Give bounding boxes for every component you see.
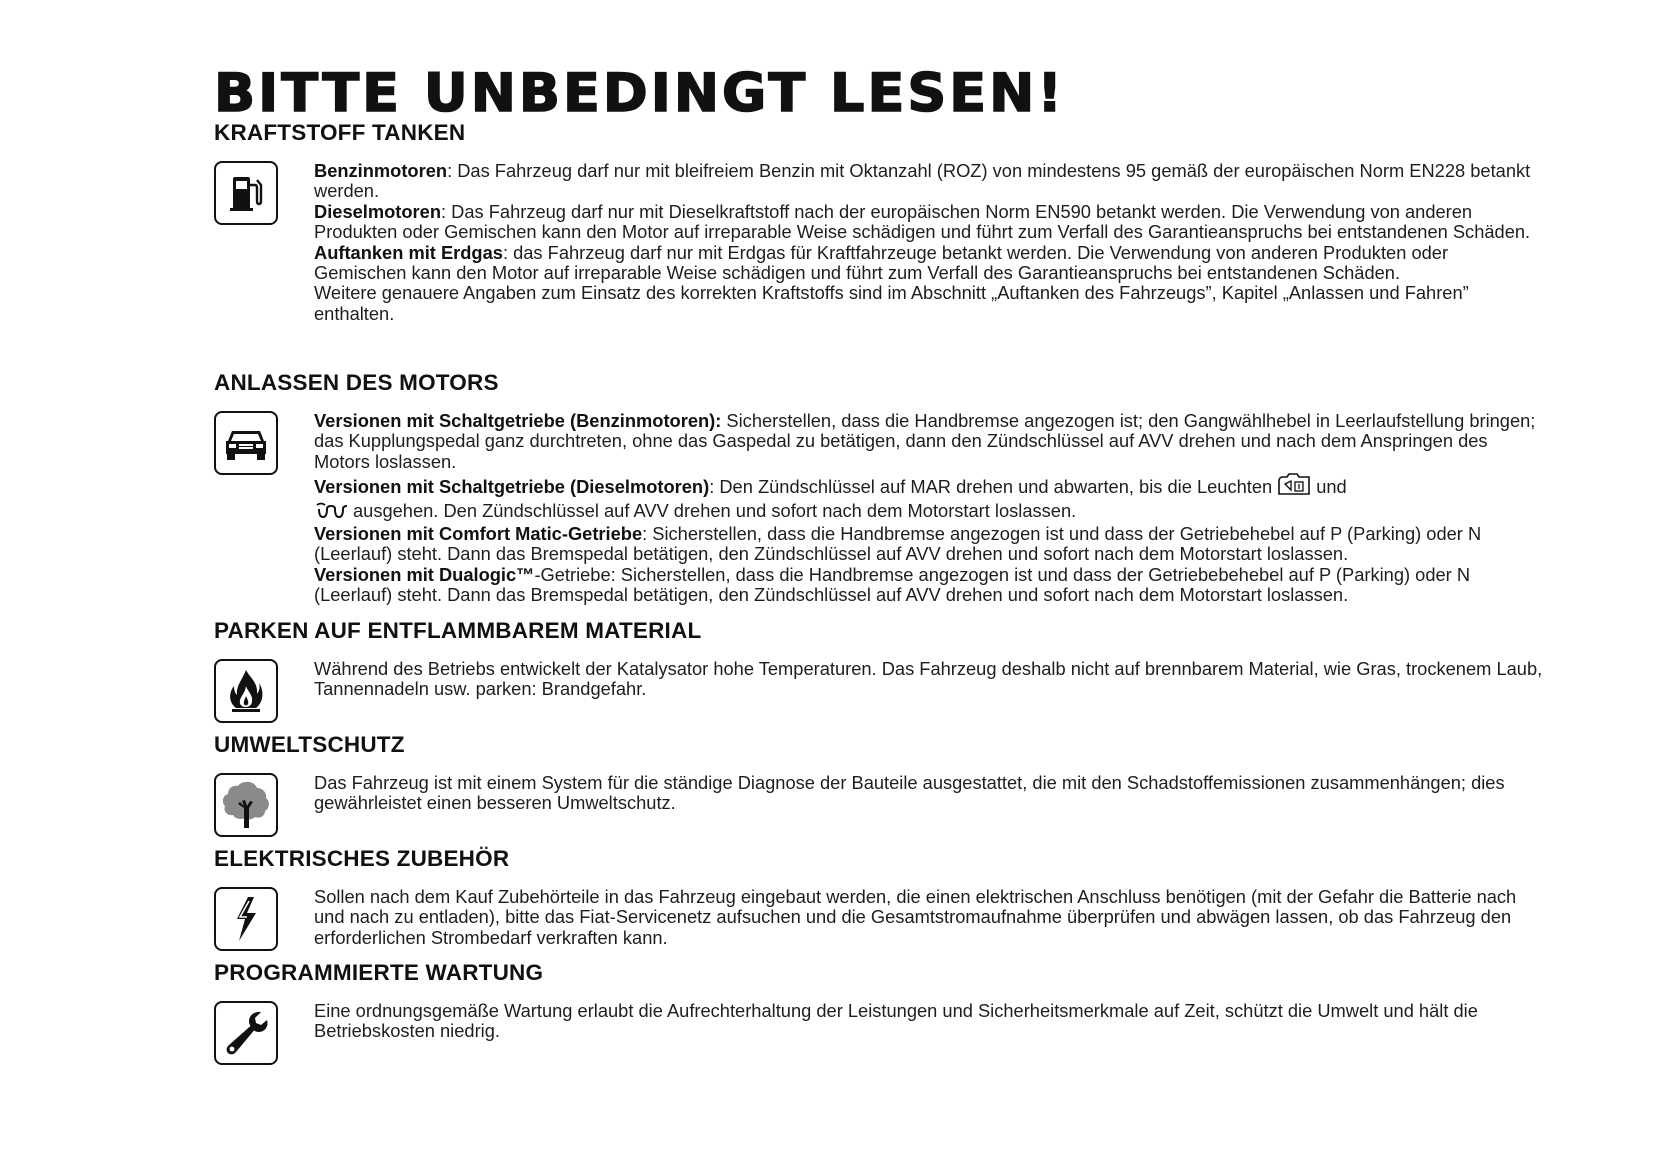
section-fuel <box>214 120 1544 324</box>
section-maintenance <box>214 960 1544 1042</box>
paragraph-diesel: Dieselmotoren: Das Fahrzeug darf nur mit Dieselkraftstoff nach der europäischen Norm EN590 betankt werden. Die Verwendung von anderen Produkten oder Gemischen kann den Motor auf irreparable Weise schädigen und führt zum Verfall des Garantieanspruchs bei entstandenen Schäden. <box>314 200 1531 243</box>
page <box>214 62 1544 1042</box>
paragraph: Sollen nach dem Kauf Zubehörteile in das Fahrzeug eingebaut werden, die einen elektrischen Anschluss benötigen (mit der Gefahr die Batterie nach und nach zu entladen), bitte das Fiat-Servicenetz aufsuchen und die Gesamtstromaufnahme überprüfen und abwägen lassen, ob das Fahrzeug den erforderlichen Strombedarf verkraften kann. <box>314 886 1517 948</box>
section-text <box>314 887 1544 948</box>
section-electrical <box>214 846 1544 948</box>
page-title: BITTE UNBEDINGT LESEN! <box>214 62 1065 124</box>
paragraph-comfort-matic: Versionen mit Comfort Matic-Getriebe: Sicherstellen, dass die Handbremse angezogen ist und dass der Getriebehebel auf P (Parking) oder N (Leerlauf) steht. Dann das Bremspedal betätigen, den Zündschlüssel auf AVV drehen und sofort nach dem Motorstart loslassen. <box>314 523 1482 565</box>
section-text <box>314 411 1544 606</box>
car-front-icon <box>214 411 278 475</box>
section-heading: UMWELTSCHUTZ <box>214 732 405 757</box>
section-parking <box>214 618 1544 700</box>
section-heading: PROGRAMMIERTE WARTUNG <box>214 960 544 985</box>
paragraph-erdgas: Auftanken mit Erdgas: das Fahrzeug darf nur mit Erdgas für Kraftfahrzeuge betankt werden. Die Verwendung von anderen Produkten oder Gemischen kann den Motor auf irreparable Weise schädigen und führt zum Verfall des Garantieanspruchs bei entstandenen Schäden. <box>314 241 1449 284</box>
wrench-icon <box>214 1001 278 1065</box>
glow-plug-icon <box>314 502 350 524</box>
section-text <box>314 773 1544 814</box>
section-heading: ELEKTRISCHES ZUBEHÖR <box>214 846 510 871</box>
paragraph-hinweis: Weitere genauere Angaben zum Einsatz des korrekten Kraftstoffs sind im Abschnitt „Auftanken des Fahrzeugs”, Kapitel „Anlassen und Fahren” enthalten. <box>314 282 1469 324</box>
paragraph: Das Fahrzeug ist mit einem System für die ständige Diagnose der Bauteile ausgestattet, die mit den Schadstoffemissionen zusammenhängen; dies gewährleistet einen besseren Umweltschutz. <box>314 772 1505 814</box>
section-environment <box>214 732 1544 814</box>
tree-icon <box>214 773 278 837</box>
lightning-bolt-icon <box>214 887 278 951</box>
section-heading: ANLASSEN DES MOTORS <box>214 370 499 395</box>
section-text <box>314 659 1544 700</box>
paragraph-schaltgetriebe-benzin: Versionen mit Schaltgetriebe (Benzinmotoren): Sicherstellen, dass die Handbremse angezogen ist; den Gangwählhebel in Leerlaufstellung bringen; das Kupplungspedal ganz durchtreten, ohne das Gaspedal zu betätigen, dann den Zündschlüssel auf AVV drehen und nach dem Anspringen des Motors loslassen. <box>314 410 1536 472</box>
paragraph-dualogic: Versionen mit Dualogic™-Getriebe: Sicherstellen, dass die Handbremse angezogen ist und dass der Getriebebehebel auf P (Parking) oder N (Leerlauf) steht. Dann das Bremspedal betätigen, den Zündschlüssel auf AVV drehen und sofort nach dem Motorstart loslassen. <box>314 563 1471 606</box>
section-heading: KRAFTSTOFF TANKEN <box>214 120 466 145</box>
paragraph-schaltgetriebe-diesel: Versionen mit Schaltgetriebe (Dieselmotoren): Den Zündschlüssel auf MAR drehen und abwarten, bis die Leuchten und ausgehen. Den Zündschlüssel auf AVV drehen und sofort nach dem Motorstart loslassen. <box>314 472 1544 524</box>
section-heading: PARKEN AUF ENTFLAMMBAREM MATERIAL <box>214 618 702 643</box>
section-text <box>314 1001 1544 1042</box>
paragraph: Eine ordnungsgemäße Wartung erlaubt die Aufrechterhaltung der Leistungen und Sicherheitsmerkmale auf Zeit, schützt die Umwelt und hält die Betriebskosten niedrig. <box>314 1000 1478 1042</box>
warning-light-icon <box>1275 472 1313 500</box>
section-engine-start <box>214 370 1544 606</box>
section-text <box>314 161 1544 324</box>
fuel-pump-icon <box>214 161 278 225</box>
flame-icon <box>214 659 278 723</box>
paragraph: Während des Betriebs entwickelt der Katalysator hohe Temperaturen. Das Fahrzeug deshalb nicht auf brennbarem Material, wie Gras, trockenem Laub, Tannennadeln usw. parken: Brandgefahr. <box>314 658 1543 700</box>
paragraph-benzin: Benzinmotoren: Das Fahrzeug darf nur mit bleifreiem Benzin mit Oktanzahl (ROZ) von mindestens 95 gemäß der europäischen Norm EN228 betankt werden. <box>314 160 1531 202</box>
